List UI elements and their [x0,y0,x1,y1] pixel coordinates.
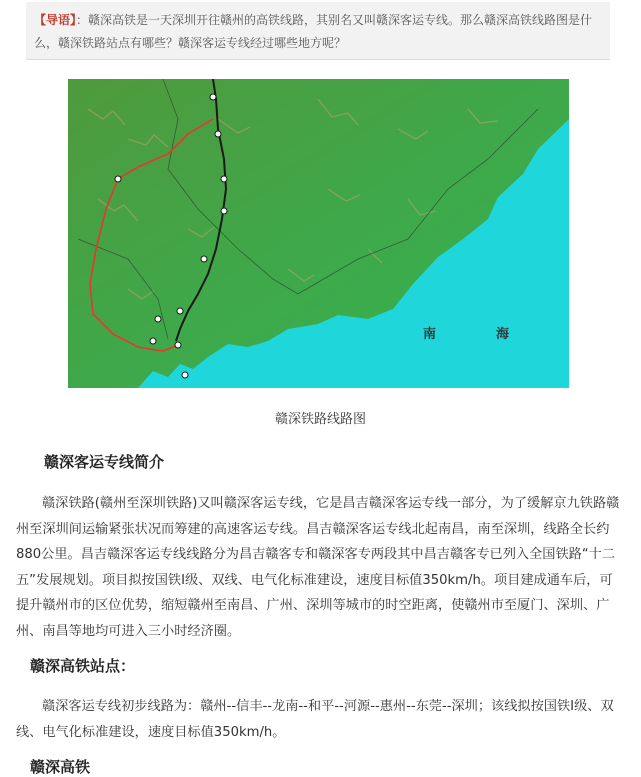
intro-box [26,2,610,60]
station-marker [175,342,181,348]
section-body-stations: 赣深客运专线初步线路为：赣州--信丰--龙南--和平--河源--惠州--东莞--深圳；该线拟按国铁Ⅰ级、双线、电气化标准建设，速度目标值350km/h。 [16,699,614,740]
section-heading-next: 赣深高铁 [30,758,91,776]
station-marker [182,372,188,378]
sea-label-1: 南 [423,327,437,342]
intro-text: ：赣深高铁是一天深圳开往赣州的高铁线路，其别名又叫赣深客运专线。那么赣深高铁线路图是什么，赣深铁路站点有哪些？赣深客运专线经过哪些地方呢？ [34,13,593,50]
intro-tag: 【导语】 [34,13,77,27]
station-marker [177,308,183,314]
map-caption: 赣深铁路线路图 [274,412,366,427]
railway-map [68,79,569,388]
station-marker [201,256,207,262]
station-marker [150,338,156,344]
station-marker [215,131,221,137]
sea-label-2: 海 [496,327,510,342]
section-heading-intro: 赣深客运专线简介 [44,453,165,471]
map-graphic [68,79,569,388]
station-marker [155,316,161,322]
section-body-intro: 赣深铁路(赣州至深圳铁路)又叫赣深客运专线，它是昌吉赣深客运专线一部分，为了缓解京九铁路赣州至深圳间运输紧张状况而筹建的高速客运专线。昌吉赣深客运专线北起南昌，南至深圳，线路全长约880公里。昌吉赣深客运专线线路分为昌吉赣客专和赣深客专两段其中昌吉赣客专已列入全国铁路“十二五”发展规划。项目拟按国铁Ⅰ级、双线、电气化标准建设，速度目标值350km/h。项目建成通车后，可提升赣州市的区位优势，缩短赣州至南昌、广州、深圳等城市的时空距离，使赣州市至厦门、深圳、广州、南昌等地均可进入三小时经济圈。 [16,496,620,639]
section-heading-stations: 赣深高铁站点： [30,657,136,675]
station-marker [210,94,216,100]
station-marker [221,176,227,182]
station-marker [115,176,121,182]
station-marker [221,208,227,214]
